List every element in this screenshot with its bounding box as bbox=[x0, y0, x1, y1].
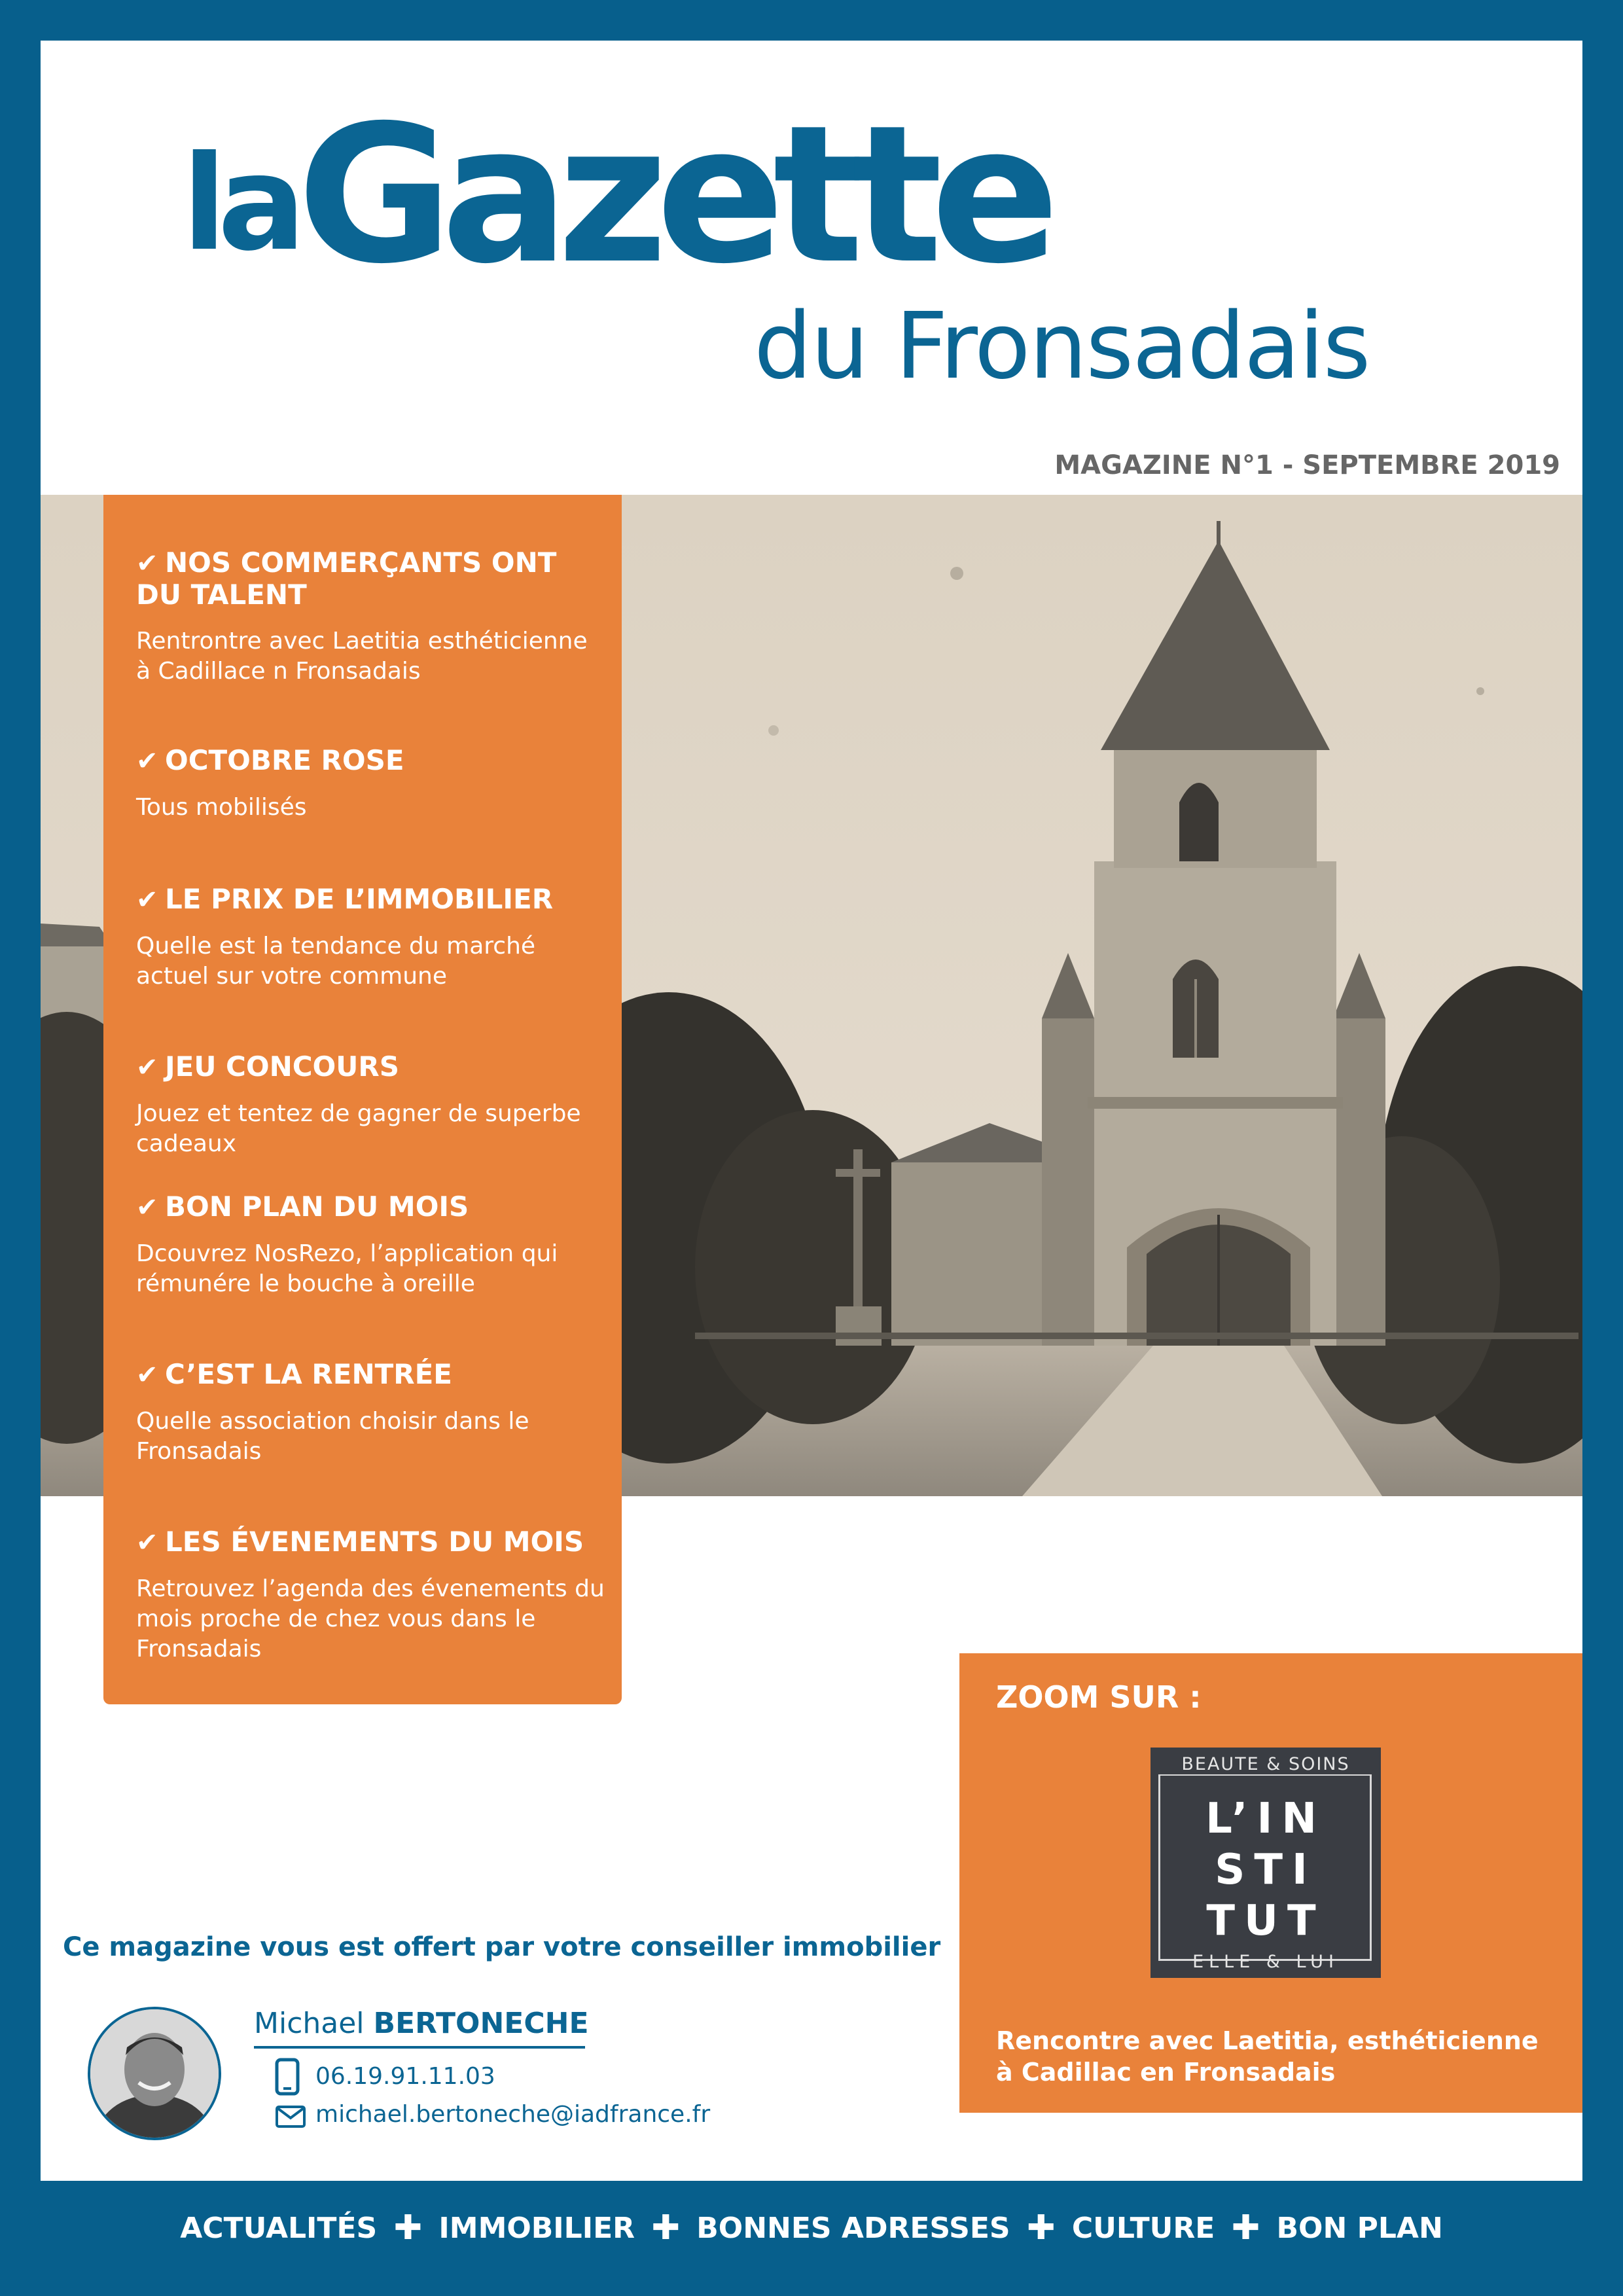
check-icon: ✔ bbox=[136, 1052, 158, 1083]
institut-logo bbox=[1150, 1748, 1381, 1978]
plus-icon: ✚ bbox=[1026, 2208, 1056, 2248]
advisor-last-name: BERTONECHE bbox=[373, 2007, 589, 2040]
footer-topics bbox=[0, 2208, 1623, 2248]
check-icon: ✔ bbox=[136, 885, 158, 915]
mail-icon bbox=[275, 2105, 306, 2131]
magazine-cover bbox=[41, 41, 1582, 2181]
contents-item-title: ✔ BON PLAN DU MOIS bbox=[136, 1191, 469, 1223]
contents-item[interactable] bbox=[136, 884, 607, 992]
contents-item[interactable] bbox=[136, 745, 607, 823]
contents-item-text: Jouez et tentez de gagner de superbe cadeaux bbox=[136, 1100, 581, 1157]
contents-item[interactable] bbox=[136, 1526, 607, 1664]
footer-item: BONNES ADRESSES bbox=[696, 2212, 1010, 2245]
advisor-name bbox=[254, 2007, 589, 2040]
masthead-la: la bbox=[182, 128, 297, 280]
issue-info: MAGAZINE N°1 - SEPTEMBRE 2019 bbox=[1054, 450, 1560, 480]
footer-item: ACTUALITÉS bbox=[180, 2212, 378, 2245]
advisor-email[interactable]: michael.bertoneche@iadfrance.fr bbox=[315, 2101, 711, 2128]
contents-item-text: Tous mobilisés bbox=[136, 794, 307, 821]
contents-item[interactable] bbox=[136, 547, 607, 687]
check-icon: ✔ bbox=[136, 746, 158, 776]
contents-item-title: ✔ LE PRIX DE L’IMMOBILIER bbox=[136, 883, 554, 915]
contents-item-title: ✔ C’EST LA RENTRÉE bbox=[136, 1358, 452, 1390]
masthead-gazette: Gazette bbox=[297, 85, 1048, 306]
contents-panel bbox=[103, 495, 622, 1704]
plus-icon: ✚ bbox=[1231, 2208, 1260, 2248]
contents-item-text: Quelle est la tendance du marché actuel sur votre commune bbox=[136, 933, 536, 990]
offer-text: Ce magazine vous est offert par votre conseiller immobilier bbox=[63, 1932, 941, 1962]
contents-item-text: Rentrontre avec Laetitia esthéticienne à Cadillace n Fronsadais bbox=[136, 628, 588, 685]
contents-item[interactable] bbox=[136, 1191, 607, 1299]
footer-item: CULTURE bbox=[1071, 2212, 1215, 2245]
footer-item: BON PLAN bbox=[1276, 2212, 1443, 2245]
contents-item-text: Dcouvrez NosRezo, l’application qui rémunére le bouche à oreille bbox=[136, 1240, 558, 1297]
check-icon: ✔ bbox=[136, 1193, 158, 1223]
plus-icon: ✚ bbox=[651, 2208, 680, 2248]
advisor-phone[interactable]: 06.19.91.11.03 bbox=[315, 2063, 495, 2090]
check-icon: ✔ bbox=[136, 1360, 158, 1390]
logo-top-text: BEAUTE & SOINS bbox=[1150, 1754, 1381, 1774]
contents-item-text: Quelle association choisir dans le Fronsadais bbox=[136, 1408, 529, 1465]
zoom-title: ZOOM SUR : bbox=[996, 1679, 1202, 1715]
masthead-subtitle: du Fronsadais bbox=[754, 293, 1370, 400]
contents-item-title: ✔ JEU CONCOURS bbox=[136, 1050, 399, 1083]
contents-item[interactable] bbox=[136, 1051, 607, 1159]
contents-item-title: ✔ NOS COMMERÇANTS ONT DU TALENT bbox=[136, 547, 557, 611]
check-icon: ✔ bbox=[136, 548, 158, 579]
check-icon: ✔ bbox=[136, 1528, 158, 1558]
contents-item-text: Retrouvez l’agenda des évenements du mois proche de chez vous dans le Fronsadais bbox=[136, 1575, 605, 1662]
logo-word: L’IN STI TUT bbox=[1205, 1795, 1326, 1945]
contents-item[interactable] bbox=[136, 1359, 607, 1467]
contents-item-title: ✔ OCTOBRE ROSE bbox=[136, 744, 404, 776]
phone-icon bbox=[275, 2058, 300, 2098]
footer-item: IMMOBILIER bbox=[438, 2212, 635, 2245]
avatar bbox=[88, 2007, 221, 2140]
name-underline bbox=[254, 2046, 585, 2049]
zoom-text: Rencontre avec Laetitia, esthéticienne à Cadillac en Fronsadais bbox=[996, 2026, 1539, 2087]
contents-item-title: ✔ LES ÉVENEMENTS DU MOIS bbox=[136, 1526, 584, 1558]
plus-icon: ✚ bbox=[393, 2208, 423, 2248]
zoom-box bbox=[959, 1653, 1582, 2113]
advisor-first-name: Michael bbox=[254, 2007, 365, 2040]
logo-bottom-text: ELLE & LUI bbox=[1192, 1952, 1339, 1972]
